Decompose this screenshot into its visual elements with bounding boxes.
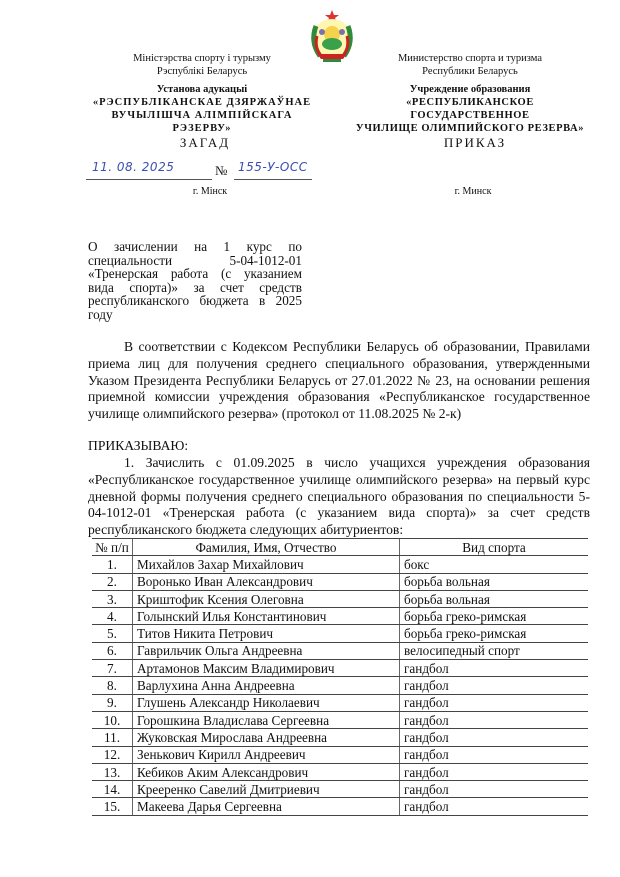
header-right bbox=[348, 52, 592, 135]
table-header-row bbox=[92, 539, 588, 556]
row-number: 2. bbox=[92, 573, 133, 590]
student-name: Артамонов Максим Владимирович bbox=[133, 660, 400, 677]
country-name-be: Рэспублікі Беларусь bbox=[156, 66, 248, 77]
table-row bbox=[92, 781, 588, 798]
sport-type: гандбол bbox=[400, 798, 589, 815]
student-name: Криштофик Ксения Олеговна bbox=[133, 590, 400, 607]
institution-name-ru-1: «РЕСПУБЛИКАНСКОЕ ГОСУДАРСТВЕННОЕ bbox=[406, 97, 534, 121]
sport-type: гандбол bbox=[400, 729, 589, 746]
row-number: 13. bbox=[92, 763, 133, 780]
ministry-name-ru: Министерство спорта и туризма bbox=[397, 53, 543, 64]
student-name: Глушень Александр Николаевич bbox=[133, 694, 400, 711]
student-name: Голынский Илья Константинович bbox=[133, 608, 400, 625]
student-name: Зенькович Кирилл Андреевич bbox=[133, 746, 400, 763]
col-header-sport: Вид спорта bbox=[400, 539, 589, 556]
sport-type: гандбол bbox=[400, 781, 589, 798]
table-row bbox=[92, 625, 588, 642]
institution-name-ru-2: УЧИЛИЩЕ ОЛИМПИЙСКОГО РЕЗЕРВА» bbox=[355, 123, 585, 134]
table-row bbox=[92, 590, 588, 607]
sport-type: гандбол bbox=[400, 677, 589, 694]
number-sign: № bbox=[215, 163, 228, 178]
row-number: 8. bbox=[92, 677, 133, 694]
col-header-name: Фамилия, Имя, Отчество bbox=[133, 539, 400, 556]
institution-type-ru: Учреждение образования bbox=[409, 84, 531, 95]
order-word: ПРИКАЗЫВАЮ: bbox=[88, 438, 189, 453]
sport-type: гандбол bbox=[400, 711, 589, 728]
student-name: Михайлов Захар Михайлович bbox=[133, 556, 400, 573]
table-row bbox=[92, 763, 588, 780]
sport-type: борьба греко-римская bbox=[400, 608, 589, 625]
table-row bbox=[92, 729, 588, 746]
student-name: Варлухина Анна Андреевна bbox=[133, 677, 400, 694]
sport-type: гандбол bbox=[400, 660, 589, 677]
institution-name-be-1: «РЭСПУБЛІКАНСКАЕ ДЗЯРЖАЎНАЕ bbox=[92, 97, 312, 108]
sport-type: гандбол bbox=[400, 763, 589, 780]
col-header-num: № п/п bbox=[92, 539, 133, 556]
row-number: 12. bbox=[92, 746, 133, 763]
ministry-name-be: Міністэрства спорту і турызму bbox=[133, 53, 271, 64]
table-row bbox=[92, 711, 588, 728]
row-number: 11. bbox=[92, 729, 133, 746]
table-row bbox=[92, 694, 588, 711]
sport-type: борьба вольная bbox=[400, 590, 589, 607]
student-name: Гаврильчик Ольга Андреевна bbox=[133, 642, 400, 659]
row-number: 7. bbox=[92, 660, 133, 677]
order-subject: О зачислении на 1 курс по специальности 5-04-1012-01 «Тренерская работа (с указанием вида спорта)» за счет средств республиканского бюджета в 2025 году bbox=[88, 239, 302, 322]
student-name: Воронько Иван Александрович bbox=[133, 573, 400, 590]
row-number: 5. bbox=[92, 625, 133, 642]
row-number: 6. bbox=[92, 642, 133, 659]
date-handwritten: 11. 08. 2025 bbox=[92, 160, 175, 174]
header-left bbox=[88, 52, 316, 135]
row-number: 15. bbox=[92, 798, 133, 815]
number-line bbox=[234, 160, 312, 180]
row-number: 1. bbox=[92, 556, 133, 573]
student-name: Креeренко Савелий Дмитриевич bbox=[133, 781, 400, 798]
table-row bbox=[92, 642, 588, 659]
student-name: Титов Никита Петрович bbox=[133, 625, 400, 642]
student-name: Горошкина Владислава Сергеевна bbox=[133, 711, 400, 728]
student-name: Макеева Дарья Сергеевна bbox=[133, 798, 400, 815]
row-number: 4. bbox=[92, 608, 133, 625]
doc-type-ru: ПРИКАЗ bbox=[443, 135, 507, 150]
table-row bbox=[92, 556, 588, 573]
row-number: 9. bbox=[92, 694, 133, 711]
sport-type: борьба греко-римская bbox=[400, 625, 589, 642]
row-number: 14. bbox=[92, 781, 133, 798]
table-row bbox=[92, 573, 588, 590]
doc-type-be: ЗАГАД bbox=[179, 135, 231, 150]
student-name: Жуковская Мирослава Андреевна bbox=[133, 729, 400, 746]
city-ru: г. Минск bbox=[454, 186, 492, 197]
preamble-paragraph: В соответствии с Кодексом Республики Беларусь об образовании, Правилами приема лиц для получения среднего специального образования, утвержденными Указом Президента Республики Беларусь от 27.01.2022 № 23, на основании решения приемной комиссии учреждения образования «Республиканское государственное училище олимпийского резерва» (протокол от 11.08.2025 № 2-к) bbox=[88, 339, 590, 422]
sport-type: гандбол bbox=[400, 694, 589, 711]
sport-type: велосипедный спорт bbox=[400, 642, 589, 659]
table-row bbox=[92, 660, 588, 677]
institution-type-be: Установа адукацыі bbox=[156, 84, 248, 95]
table-row bbox=[92, 677, 588, 694]
clause-1: 1. Зачислить с 01.09.2025 в число учащихся учреждения образования «Республиканское государственное училище олимпийского резерва» на первый курс дневной формы получения среднего специального образования по специальности 5-04-1012-01 «Тренерская работа (с указанием вида спорта)» за счет средств республиканского бюджета следующих абитуриентов: bbox=[88, 455, 590, 538]
row-number: 3. bbox=[92, 590, 133, 607]
row-number: 10. bbox=[92, 711, 133, 728]
student-name: Кебиков Аким Александрович bbox=[133, 763, 400, 780]
table-row bbox=[92, 746, 588, 763]
number-handwritten: 155-У-ОСС bbox=[238, 160, 308, 174]
table-row bbox=[92, 608, 588, 625]
city-be: г. Мінск bbox=[192, 186, 228, 197]
country-name-ru: Республики Беларусь bbox=[422, 66, 518, 77]
sport-type: бокс bbox=[400, 556, 589, 573]
date-line bbox=[86, 160, 212, 180]
enrollee-table bbox=[92, 538, 588, 816]
institution-name-be-2: ВУЧЫЛІШЧА АЛІМПІЙСКАГА РЭЗЕРВУ» bbox=[111, 110, 293, 134]
table-row bbox=[92, 798, 588, 815]
sport-type: гандбол bbox=[400, 746, 589, 763]
sport-type: борьба вольная bbox=[400, 573, 589, 590]
